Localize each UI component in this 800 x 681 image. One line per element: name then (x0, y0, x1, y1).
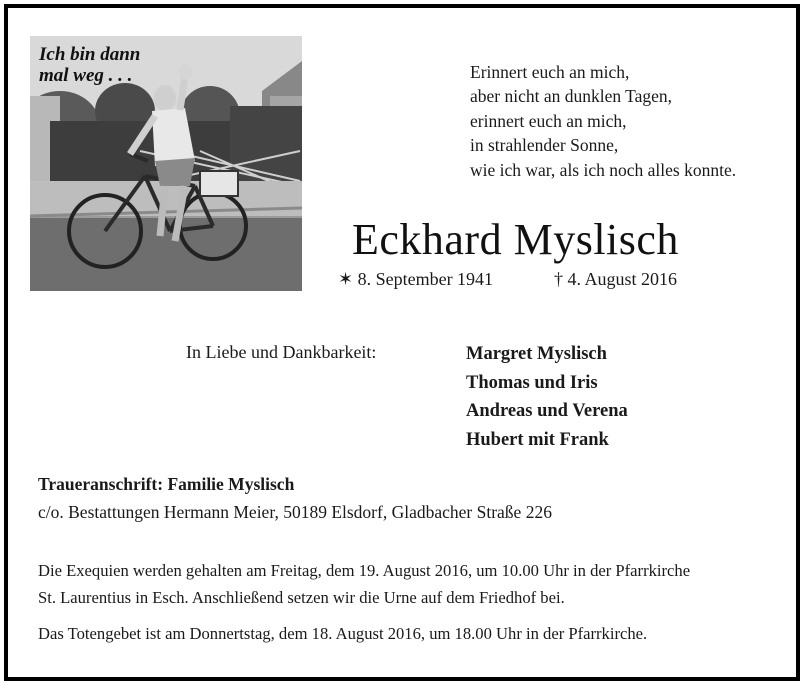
poem-line: wie ich war, als ich noch alles konnte. (470, 159, 737, 180)
deceased-name: Eckhard Myslisch (352, 215, 679, 264)
poem-line: erinnert euch an mich, (470, 110, 627, 131)
thanks-label: In Liebe und Dankbarkeit: (186, 342, 377, 362)
portrait-photo (30, 36, 302, 291)
address-title: Traueranschrift: Familie Myslisch (38, 474, 295, 494)
poem (470, 60, 736, 182)
service-notice-line: Die Exequien werden gehalten am Freitag, dem 19. August 2016, um 10.00 Uhr in der Pfarrkirche (38, 561, 691, 580)
prayer-notice-line: Das Totengebet ist am Donnertstag, dem 18. August 2016, um 18.00 Uhr in der Pfarrkirche. (38, 624, 648, 643)
service-notice-line: St. Laurentius in Esch. Anschließend setzen wir die Urne auf dem Friedhof bei. (38, 588, 565, 607)
poem-line: aber nicht an dunklen Tagen, (470, 86, 673, 107)
mourner-name: Hubert mit Frank (466, 429, 609, 450)
poem-line: Erinnert euch an mich, (470, 62, 630, 82)
mourner-name: Thomas und Iris (466, 372, 598, 393)
mourner-name: Andreas und Verena (466, 401, 628, 421)
mourners-list (466, 340, 628, 454)
photo-caption: Ich bin dann mal weg . . . (39, 44, 141, 86)
address-line: c/o. Bestattungen Hermann Meier, 50189 Elsdorf, Gladbacher Straße 226 (38, 502, 552, 522)
death-date: † 4. August 2016 (554, 269, 678, 289)
obituary-card (4, 4, 800, 681)
birth-date: ✶ 8. September 1941 (338, 269, 494, 289)
poem-line: in strahlender Sonne, (470, 135, 619, 156)
mourner-name: Margret Myslisch (466, 344, 607, 364)
